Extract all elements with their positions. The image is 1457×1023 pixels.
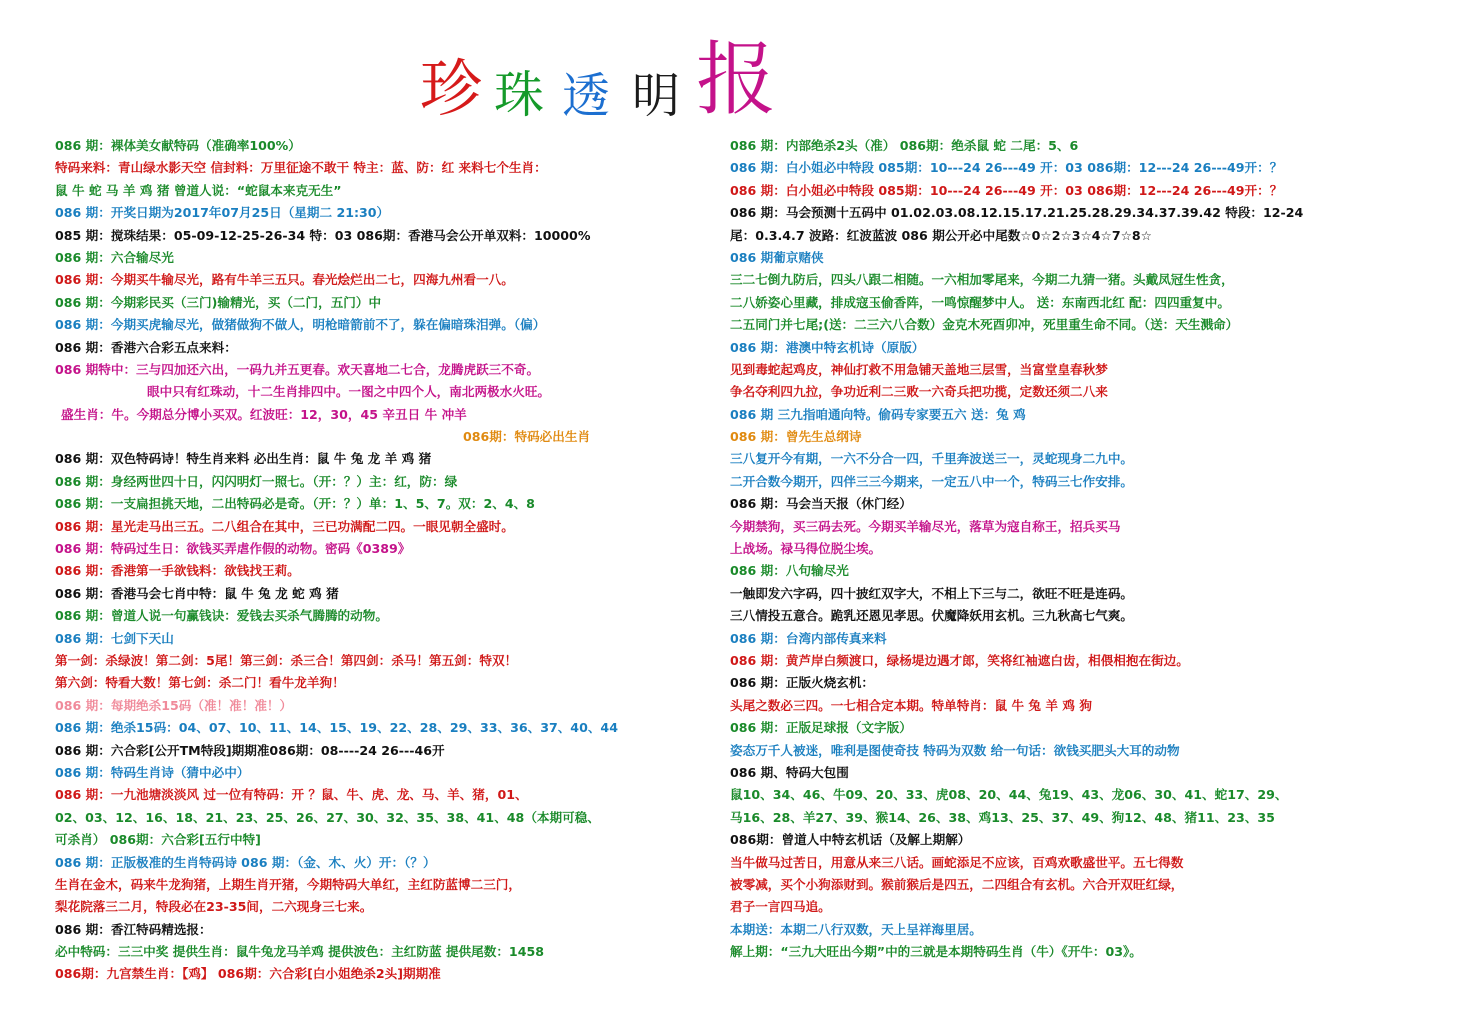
left-text-line: 可杀肖） 086期：六合彩[五行中特] — [55, 832, 261, 848]
left-text-line: 086 期：一九池塘淡淡风 过一位有特码：开 ？鼠、牛、虎、龙、马、羊、猪，01、 — [55, 787, 528, 803]
right-text-line: 二五同门并七尾;(送：二三六八合数）金克木死酉卯冲，死里重生命不同。（送：天生溅命） — [730, 317, 1239, 333]
right-text-line: 今期禁狗，买三码去死。今期买羊输尽光，落草为寇自称王，招兵买马 — [730, 518, 1121, 534]
title-char-5: 报 — [696, 33, 777, 126]
right-text-line: 姿态万千人被迷，唯利是图使奇技 特码为双数 给一句话：欲钱买肥头大耳的动物 — [730, 742, 1180, 758]
right-text-line: 当牛做马过苦日，用意从来三八话。画蛇添足不应该，百鸡欢歌盛世平。五七得数 — [730, 854, 1184, 870]
right-text-line: 三八复开今有期，一六不分合一四，千里奔波送三一，灵蛇现身二九中。 — [730, 451, 1133, 467]
right-text-line: 解上期：“三九大旺出今期”中的三就是本期特码生肖（牛）《开牛：03》。 — [730, 944, 1142, 960]
left-text-line: 086 期：双色特码诗！特生肖来料 必出生肖：鼠 牛 兔 龙 羊 鸡 猪 — [55, 451, 432, 467]
right-text-line: 尾：0.3.4.7 波路：红波蓝波 086 期公开必中尾数☆0☆2☆3☆4☆7☆8☆ — [730, 227, 1152, 243]
right-text-line: 鼠10、34、46、牛09、20、33、虎08、20、44、兔19、43、龙06、30、41、蛇17、29、 — [730, 787, 1288, 803]
left-text-line: 086 期：今期买牛输尽光，路有牛羊三五只。春光烩烂出二七，四海九州看一八。 — [55, 272, 514, 288]
left-text-line: 鼠 牛 蛇 马 羊 鸡 猪 曾道人说：“蛇鼠本来克无生” — [55, 182, 342, 198]
title-char-4: 明 — [632, 68, 681, 124]
title-char-3: 透 — [562, 68, 611, 124]
right-column — [730, 135, 1430, 963]
left-text-line: 02、03、12、16、18、21、23、25、26、27、30、32、35、38、41、48（本期可稳、 — [55, 809, 600, 825]
left-text-line: 086期：九宫禁生肖：【鸡】 086期：六合彩[白小姐绝杀2头]期期准 — [55, 966, 441, 982]
left-text-line: 第六剑：特看大数！第七剑：杀二门！看牛龙羊狗！ — [55, 675, 345, 691]
left-text-line: 梨花院落三二月，特段必在23-35间，二六现身三七来。 — [55, 899, 373, 915]
left-text-line: 第一剑：杀绿波！第二剑：5尾！第三剑：杀三合！第四剑：杀马！第五剑：特双！ — [55, 652, 518, 668]
right-text-line: 086 期：马会当天报（休门经） — [730, 496, 912, 512]
right-text-line: 086 期：港澳中特玄机诗（原版） — [730, 339, 925, 355]
left-text-line: 盛生肖：牛。今期总分博小买双。红波旺：12，30，45 辛丑日 牛 冲羊 — [61, 406, 467, 422]
right-text-line: 二八娇姿心里藏，排成寇玉偷香阵，一鸣惊醒梦中人。 送：东南西北红 配：四四重复中。 — [730, 294, 1230, 310]
right-text-line: 上战场。禄马得位脱尘埃。 — [730, 541, 882, 557]
left-text-line: 086 期特中：三与四加还六出，一码九并五更春。欢天喜地二七合，龙腾虎跃三不奇。 — [55, 361, 540, 377]
left-text-line: 085 期：搅珠结果：05-09-12-25-26-34 特：03 086期：香港马会公开单双料：10000% — [55, 227, 591, 243]
left-text-line: 086 期：今期买虎输尽光，做猪做狗不做人，明枪暗箭前不了，躲在偏暗珠泪弹。（偏） — [55, 317, 546, 333]
left-text-line: 086 期：正版极准的生肖特码诗 086 期：（金、木、火）开：（？） — [55, 854, 436, 870]
right-text-line: 三八情投五意合。跪乳还恩见孝思。伏魔降妖用玄机。三九秋高七气爽。 — [730, 608, 1133, 624]
left-text-line: 086 期：特码过生日：欲钱买弄虐作假的动物。密码《0389》 — [55, 541, 411, 557]
left-text-line: 086期：特码必出生肖 — [463, 429, 591, 445]
left-text-line: 086 期：特码生肖诗（猜中必中） — [55, 764, 250, 780]
left-text-line: 086 期：七剑下天山 — [55, 630, 174, 646]
right-text-line: 马16、28、羊27、39、猴14、26、38、鸡13、25、37、49、狗12、48、猪11、23、35 — [730, 809, 1275, 825]
left-text-line: 086 期：星光走马出三五。二八组合在其中，三已功满配二四。一眼见朝全盛时。 — [55, 518, 514, 534]
left-text-line: 086 期：今期彩民买（三门)输精光，买（二门，五门）中 — [55, 294, 382, 310]
right-text-line: 被零减，买个小狗添财到。猴前猴后是四五，二四组合有玄机。六合开双旺红绿， — [730, 876, 1184, 892]
right-text-line: 见到毒蛇起鸡皮，神仙打救不用急铺天盖地三层雪，当富堂皇春秋梦 — [730, 361, 1108, 377]
right-text-line: 086 期：白小姐必中特段 085期：10---24 26---49 开：03 086期：12---24 26---49开：？ — [730, 182, 1283, 198]
left-text-line: 086 期：开奖日期为2017年07月25日（星期二 21:30） — [55, 205, 390, 221]
left-column — [55, 135, 695, 986]
left-text-line: 眼中只有红珠动，十二生肖排四中。一图之中四个人，南北两极水火旺。 — [147, 384, 550, 400]
page-title — [420, 30, 777, 126]
left-text-line: 086 期：绝杀15码：04、07、10、11、14、15、19、22、28、29、33、36、37、40、44 — [55, 720, 618, 736]
right-text-line: 君子一言四马追。 — [730, 899, 831, 915]
left-text-line: 086 期：六合输尽光 — [55, 249, 174, 265]
right-text-line: 086 期：曾先生总纲诗 — [730, 429, 862, 445]
left-text-line: 086 期：身经两世四十日，闪闪明灯一照七。（开：？）主：红，防：绿 — [55, 473, 458, 489]
left-text-line: 086 期：香港马会七肖中特：鼠 牛 兔 龙 蛇 鸡 猪 — [55, 585, 339, 601]
left-text-line: 086 期：六合彩[公开TM特段]期期准086期：08----24 26---46开 — [55, 742, 445, 758]
right-text-line: 086 期：台湾内部传真来料 — [730, 630, 887, 646]
right-text-line: 086 期：黄芦岸白频渡口，绿杨堤边遇才郎，笑将红袖遮白齿，相偎相抱在街边。 — [730, 652, 1189, 668]
right-text-line: 086 期：八句输尽光 — [730, 563, 849, 579]
right-text-line: 本期送：本期二八行双数，天上呈祥海里居。 — [730, 921, 982, 937]
title-char-1: 珍 — [420, 52, 483, 125]
left-text-line: 生肖在金木，码来牛龙狗猪，上期生肖开猪，今期特码大单红，主红防蓝博二三门， — [55, 876, 521, 892]
right-text-line: 争名夺利四九拉，争功近利二三败一六奇兵把功揽，定数还须二八来 — [730, 384, 1108, 400]
right-text-line: 086 期：马会预测十五码中 01.02.03.08.12.15.17.21.25.28.29.34.37.39.42 特段：12-24 — [730, 205, 1304, 221]
left-text-line: 必中特码：三三中奖 提供生肖：鼠牛兔龙马羊鸡 提供波色：主红防蓝 提供尾数：1458 — [55, 944, 544, 960]
right-text-line: 086 期：正版火烧玄机： — [730, 675, 875, 691]
right-text-line: 头尾之数必三四。一七相合定本期。特单特肖：鼠 牛 兔 羊 鸡 狗 — [730, 697, 1092, 713]
left-text-line: 086 期：曾道人说一句赢钱诀：爱钱去买杀气腾腾的动物。 — [55, 608, 388, 624]
title-char-2: 珠 — [494, 66, 545, 124]
left-text-line: 086 期：一支扁担挑天地，二出特码必是奇。（开：？）单：1、5、7。双：2、4、8 — [55, 496, 535, 512]
right-text-line: 086 期葡京赌侠 — [730, 249, 824, 265]
right-text-line: 086 期：正版足球报（文字版） — [730, 720, 912, 736]
right-text-line: 086期：曾道人中特玄机话（及解上期解） — [730, 832, 971, 848]
left-text-line: 特码来料：青山绿水影天空 信封料：万里征途不敢干 特主：蓝、防：红 来料七个生肖： — [55, 160, 547, 176]
left-text-line: 086 期：每期绝杀15码（准！准！准！） — [55, 697, 293, 713]
left-text-line: 086 期：香港第一手欲钱料：欲钱找王莉。 — [55, 563, 300, 579]
left-text-line: 086 期：香江特码精选报： — [55, 921, 212, 937]
right-text-line: 086 期：白小姐必中特段 085期：10---24 26---49 开：03 086期：12---24 26---49开：？ — [730, 160, 1283, 176]
right-text-line: 二开合数今期开，四伴三三今期来，一定五八中一个，特码三七作安排。 — [730, 473, 1133, 489]
right-text-line: 086 期 三九指咱通向特。偷码专家要五六 送：兔 鸡 — [730, 406, 1026, 422]
left-text-line: 086 期：裸体美女献特码（准确率100%） — [55, 138, 301, 153]
right-text-line: 086 期、特码大包围 — [730, 764, 849, 780]
left-text-line: 086 期：香港六合彩五点来料： — [55, 339, 237, 355]
right-text-line: 三二七倒九防后，四头八跟二相随。一六相加零尾来，今期二九猜一猪。头戴凤冠生性贪， — [730, 272, 1234, 288]
right-text-line: 一触即发六字码，四十披红双字大，不相上下三与二，欲旺不旺是连码。 — [730, 585, 1133, 601]
right-text-line: 086 期：内部绝杀2头（准） 086期：绝杀鼠 蛇 二尾：5、6 — [730, 138, 1079, 153]
